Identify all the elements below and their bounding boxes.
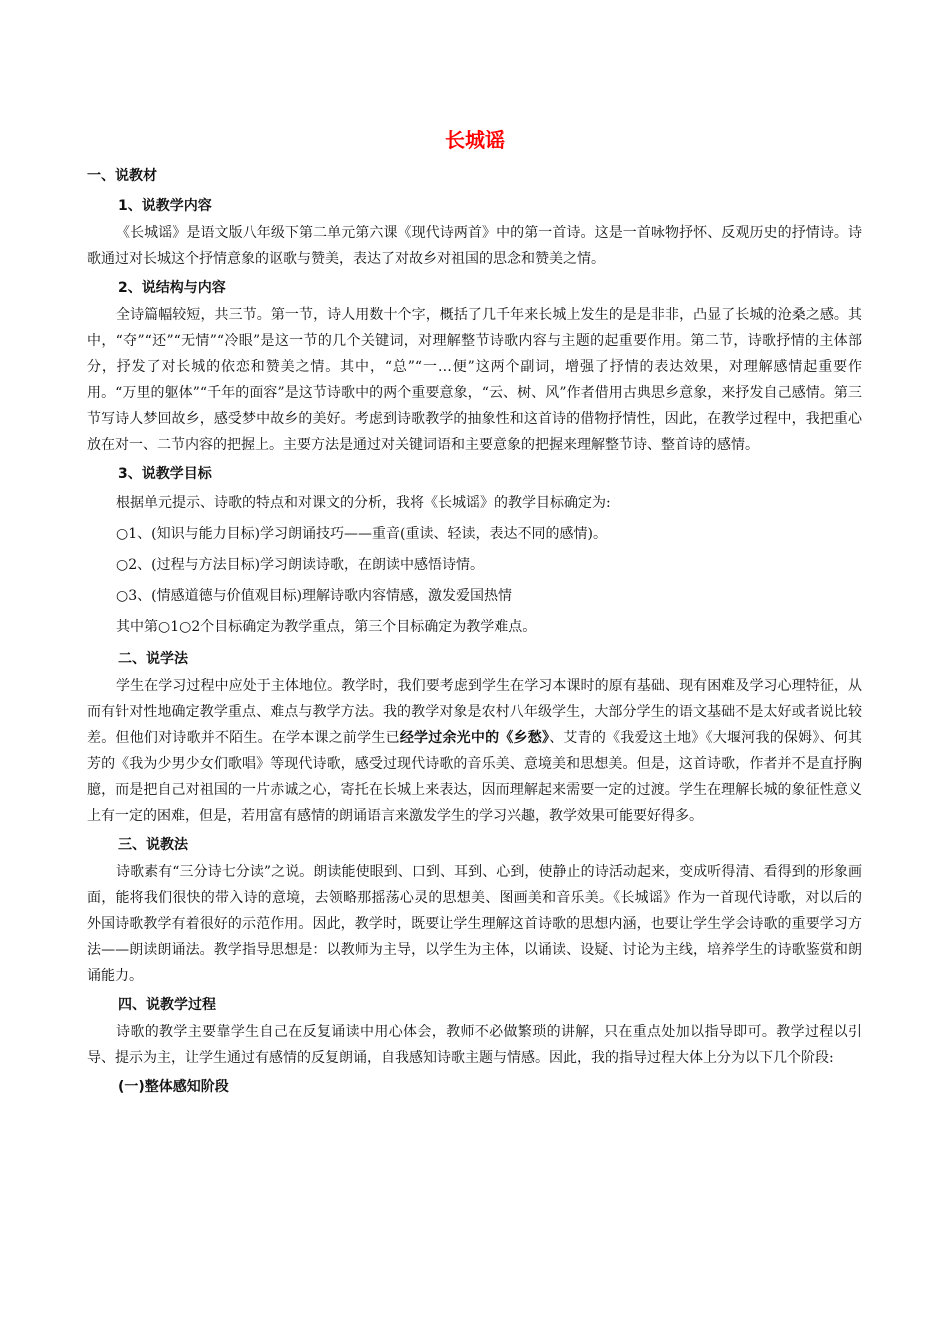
section-heading-teaching-process: 四、说教学过程 bbox=[118, 997, 216, 1013]
goal-item-1: ○1、(知识与能力目标)学习朗诵技巧——重音(重读、轻读，表达不同的感情)。 bbox=[116, 526, 607, 542]
subheading-structure-content: 2、说结构与内容 bbox=[118, 280, 226, 296]
goal-item-2: ○2、(过程与方法目标)学习朗读诗歌，在朗读中感悟诗情。 bbox=[116, 557, 485, 573]
goal-item-3: ○3、(情感道德与价值观目标)理解诗歌内容情感，激发爱国热情 bbox=[116, 588, 513, 604]
paragraph-structure-content: 全诗篇幅较短，共三节。第一节，诗人用数十个字，概括了几千年来长城上发生的是是非非，凸显了长城的沧桑之感。其中，“夺”“还”“无情”“冷眼”是这一节的几个关键词，对理解整节诗歌内容与主题的起重要作用。第二节，诗歌抒情的主体部分，抒发了对长城的依恋和赞美之情。其中，“总”“一…便”这两个副词，增强了抒情的表达效果，对理解感情起重要作用。“万里的躯体”“千年的面容”是这节诗歌中的两个重要意象，“云、树、风”作者借用古典思乡意象，来抒发自己感情。第三节写诗人梦回故乡，感受梦中故乡的美好。考虑到诗歌教学的抽象性和这首诗的借物抒情性，因此，在教学过程中，我把重心放在对一、二节内容的把握上。主要方法是通过对关键词语和主要意象的把握来理解整节诗、整首诗的感情。 bbox=[87, 307, 862, 453]
paragraph-learning-method bbox=[87, 673, 862, 829]
subheading-teaching-content: 1、说教学内容 bbox=[118, 198, 212, 214]
learning-method-text-a: 学生在学习过程中应处于主体地位。教学时，我们要考虑到学生在学习本课时的原有基础、现有困难及学习心理特征，从而有针对性地确定教学重点、难点与教学方法。我的教学对象是农村八年级学生，大部分学生的语文基础不是太好或者说比较差。但他们对诗歌并不陌生。在学本课之前学生已 bbox=[87, 678, 862, 746]
subheading-overall-perception: (一)整体感知阶段 bbox=[118, 1079, 229, 1095]
subheading-teaching-goals: 3、说教学目标 bbox=[118, 466, 212, 482]
paragraph-goals-intro: 根据单元提示、诗歌的特点和对课文的分析，我将《长城谣》的教学目标确定为: bbox=[116, 495, 611, 511]
learning-method-text-bold: 经学过余光中的《乡愁》 bbox=[399, 730, 550, 746]
document-body bbox=[87, 160, 862, 1101]
learning-method-text-c: 、艾青的《我爱这土地》《大堰河我的保姆》、何其芳的《我为少男少女们歌唱》等现代诗歌，感受过现代诗歌的音乐美、意境美和思想美。但是，这首诗歌，作者并不是直抒胸臆，而是把自己对祖国的一片赤诚之心，寄托在长城上来表达，因而理解起来需要一定的过渡。学生在理解长城的象征性意义上有一定的困难，但是，若用富有感情的朗诵语言来激发学生的学习兴趣，教学效果可能要好得多。 bbox=[87, 730, 863, 824]
paragraph-teaching-content: 《长城谣》是语文版八年级下第二单元第六课《现代诗两首》中的第一首诗。这是一首咏物抒怀、反观历史的抒情诗。诗歌通过对长城这个抒情意象的讴歌与赞美，表达了对故乡对祖国的思念和赞美之情。 bbox=[87, 225, 862, 267]
paragraph-teaching-method: 诗歌素有“三分诗七分读”之说。朗读能使眼到、口到、耳到、心到，使静止的诗活动起来，变成听得清、看得到的形象画面，能将我们很快的带入诗的意境，去领略那摇荡心灵的思想美、图画美和音乐美。《长城谣》作为一首现代诗歌，对以后的外国诗歌教学有着很好的示范作用。因此，教学时，既要让学生理解这首诗歌的思想内涵，也要让学生学会诗歌的重要学习方法——朗读朗诵法。教学指导思想是：以教师为主导，以学生为主体，以诵读、设疑、讨论为主线，培养学生的诗歌鉴赏和朗诵能力。 bbox=[87, 864, 862, 984]
paragraph-teaching-process: 诗歌的教学主要靠学生自己在反复诵读中用心体会，教师不必做繁琐的讲解，只在重点处加以指导即可。教学过程以引导、提示为主，让学生通过有感情的反复朗诵，自我感知诗歌主题与情感。因此，我的指导过程大体上分为以下几个阶段: bbox=[87, 1024, 862, 1066]
paragraph-goals-summary: 其中第○1○2个目标确定为教学重点，第三个目标确定为教学难点。 bbox=[116, 619, 537, 635]
section-heading-teaching-method: 三、说教法 bbox=[118, 837, 188, 853]
section-heading-teaching-material: 一、说教材 bbox=[87, 168, 157, 184]
section-heading-learning-method: 二、说学法 bbox=[118, 651, 188, 667]
document-title: 长城谣 bbox=[445, 128, 505, 152]
